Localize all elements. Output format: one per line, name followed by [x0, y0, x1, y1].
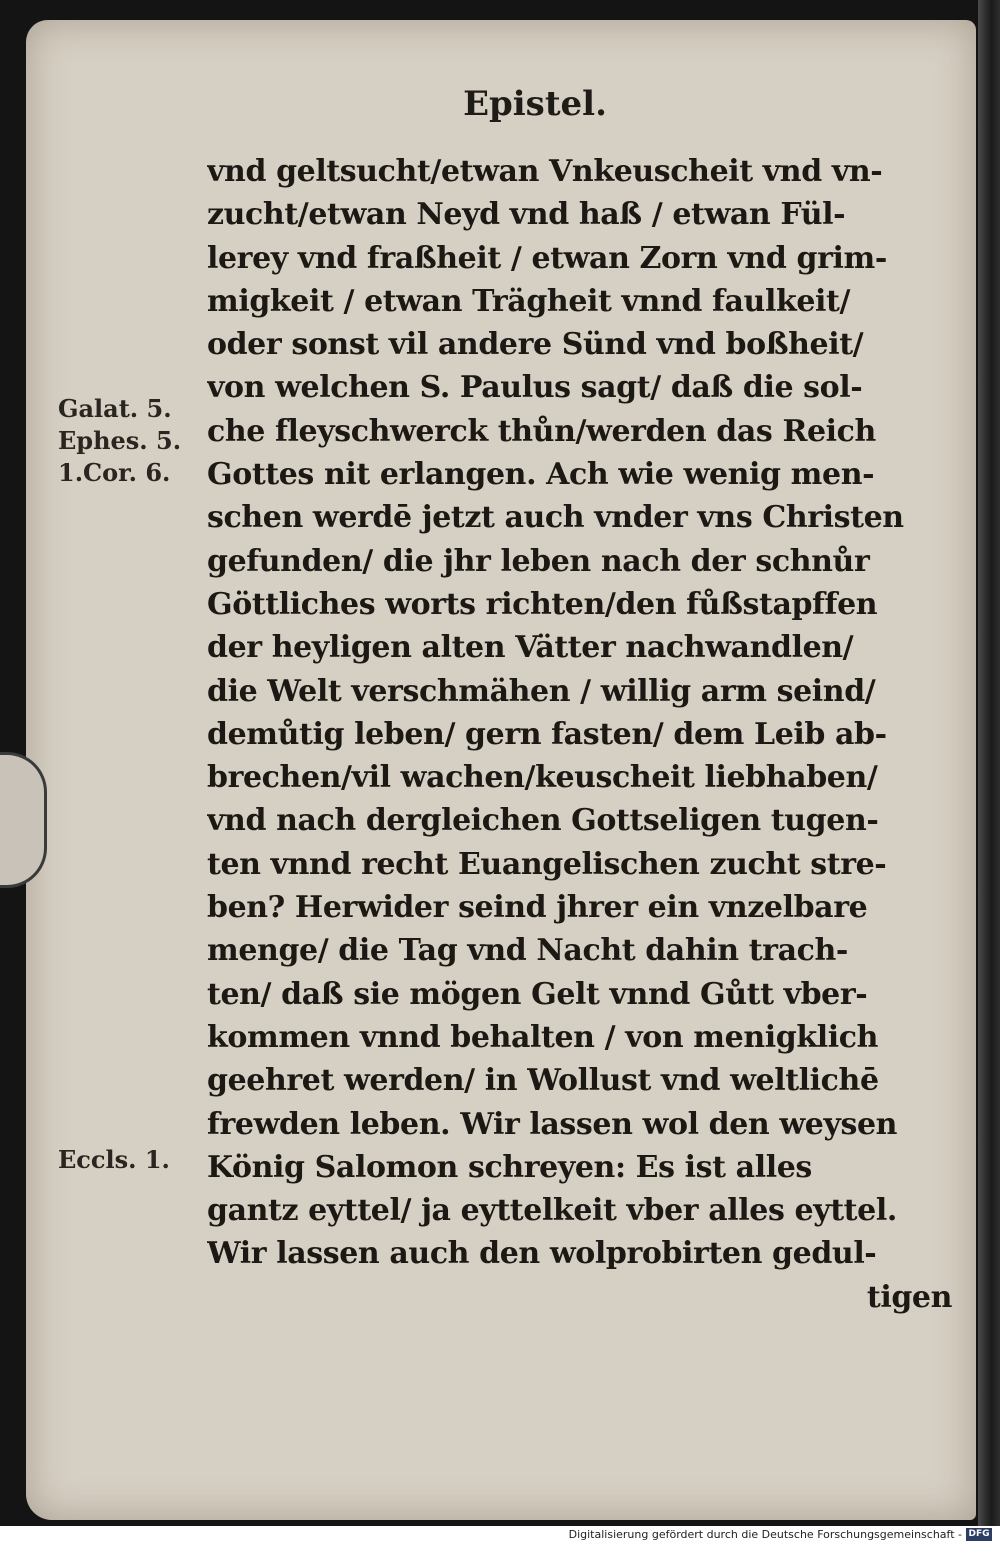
text-line: Gottes nit erlangen. Ach wie wenig men-: [207, 457, 875, 493]
text-line: che fleyschwerck thůn/werden das Reich: [207, 413, 876, 449]
text-line: Göttliches worts richten/den fůßstapffen: [207, 586, 878, 622]
text-line: ten/ daß sie mögen Gelt vnnd Gůtt vber-: [207, 976, 868, 1012]
page-body-text: [207, 150, 952, 1319]
text-line: der heyligen alten Vätter nachwandlen/: [207, 630, 854, 666]
text-line: menge/ die Tag vnd Nacht dahin trach-: [207, 933, 848, 969]
text-line: oder sonst vil andere Sünd vnd boßheit/: [207, 327, 864, 363]
text-line: gefunden/ die jhr leben nach der schnůr: [207, 543, 870, 579]
text-line: ten vnnd recht Euangelischen zucht stre-: [207, 846, 887, 882]
text-line: von welchen S. Paulus sagt/ daß die sol-: [207, 370, 863, 406]
text-line: kommen vnnd behalten / von menigklich: [207, 1019, 878, 1055]
catchword: tigen: [866, 1279, 952, 1315]
text-line: Wir lassen auch den wolprobirten gedul-: [207, 1236, 877, 1272]
text-line: zucht/etwan Neyd vnd haß / etwan Fül-: [207, 197, 846, 233]
page-clip: [0, 752, 47, 888]
margin-note-corinthians: 1.Cor. 6.: [58, 458, 171, 487]
margin-note-galatians: Galat. 5.: [58, 394, 172, 423]
text-line: migkeit / etwan Trägheit vnnd faulkeit/: [207, 283, 851, 319]
dfg-logo: DFG: [966, 1528, 992, 1541]
margin-note-ephesians: Ephes. 5.: [58, 426, 182, 455]
footer-bar: [0, 1526, 1000, 1544]
text-line: ben? Herwider seind jhrer ein vnzelbare: [207, 890, 868, 926]
text-line: vnd nach dergleichen Gottseligen tugen-: [207, 803, 879, 839]
funding-credit: Digitalisierung gefördert durch die Deutsche Forschungsgemeinschaft -: [568, 1528, 962, 1541]
text-line: frewden leben. Wir lassen wol den weysen: [207, 1106, 898, 1142]
text-line: die Welt verschmähen / willig arm seind/: [207, 673, 876, 709]
text-line: schen werdē jetzt auch vnder vns Christen: [207, 500, 904, 536]
running-head: Epistel.: [463, 84, 607, 124]
text-line: geehret werden/ in Wollust vnd weltlichē: [207, 1063, 879, 1099]
text-line: gantz eyttel/ ja eyttelkeit vber alles eyttel.: [207, 1193, 897, 1229]
text-line: brechen/vil wachen/keuscheit liebhaben/: [207, 760, 878, 796]
margin-note-ecclesiastes: Eccls. 1.: [58, 1145, 170, 1174]
text-line: König Salomon schreyen: Es ist alles: [207, 1149, 812, 1185]
text-line: vnd geltsucht/etwan Vnkeuscheit vnd vn-: [207, 154, 883, 189]
text-line: lerey vnd fraßheit / etwan Zorn vnd grim-: [207, 240, 887, 276]
text-line: demůtig leben/ gern fasten/ dem Leib ab-: [207, 716, 887, 752]
book-spine: [978, 0, 1000, 1526]
